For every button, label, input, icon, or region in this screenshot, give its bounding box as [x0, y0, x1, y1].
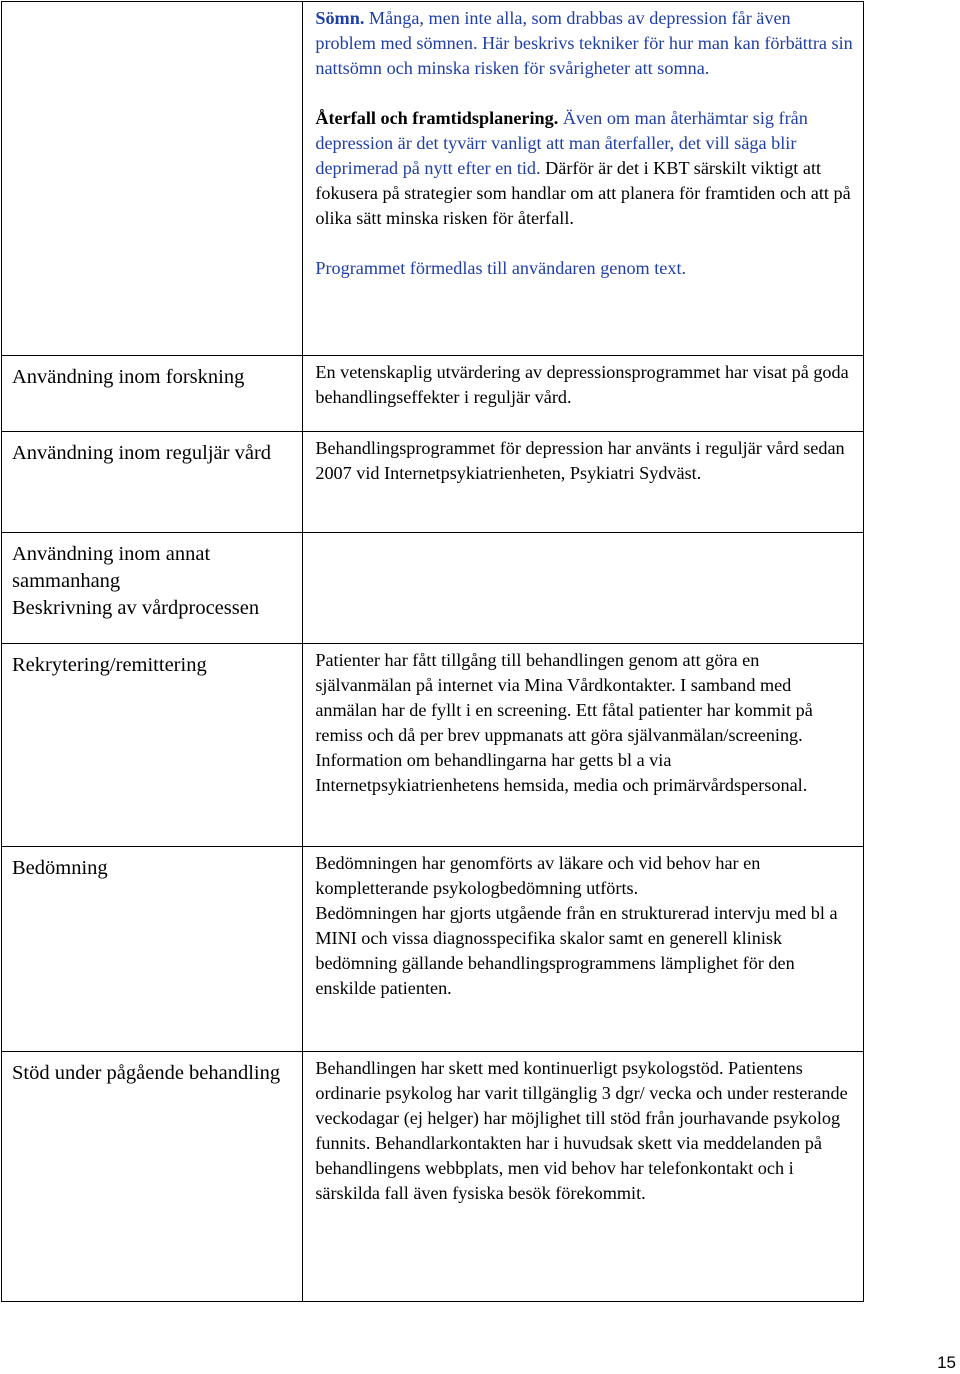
reguljar-label: Användning inom reguljär vård	[12, 442, 272, 464]
label-cell	[2, 533, 303, 644]
table-row	[2, 432, 864, 533]
label-cell	[2, 356, 303, 432]
bedomning-text-2: Bedömningen har gjorts utgående från en strukturerad intervju med bl a MINI och vissa diagnosspecifika skalor samt en generell klinisk bedömning gällande behandlingsprogrammens lämplighet för den enskilde patienten.	[315, 903, 838, 998]
label-cell	[2, 1052, 303, 1302]
table-row	[2, 847, 864, 1052]
stod-label: Stöd under pågående behandling	[12, 1062, 281, 1084]
content-cell	[303, 644, 864, 847]
page-number: 15	[937, 1353, 956, 1372]
label-cell	[2, 644, 303, 847]
table-row	[2, 1052, 864, 1302]
empty-content-cell	[303, 533, 864, 644]
somn-paragraph	[315, 6, 853, 81]
table-row	[2, 644, 864, 847]
table-row	[2, 2, 864, 356]
content-cell	[303, 356, 864, 432]
forskning-label: Användning inom forskning	[12, 366, 245, 388]
table-row	[2, 356, 864, 432]
aterfall-paragraph	[315, 106, 853, 231]
somn-heading: Sömn.	[315, 8, 365, 28]
empty-label-cell	[2, 2, 303, 356]
rekrytering-text: Patienter har fått tillgång till behandlingen genom att göra en självanmälan på internet via Mina Vårdkontakter. I samband med anmälan har de fyllt i en screening. Ett fåtal patienter har kommit på remiss och då per brev uppmanats att göra självanmälan/screening. Information om behandlingarna har getts bl a via Internetpsykiatrienhetens hemsida, media och primärvårdspersonal.	[315, 650, 813, 795]
somn-text: Många, men inte alla, som drabbas av depression får även problem med sömnen. Här beskrivs tekniker för hur man kan förbättra sin nattsömn och minska risken för svårigheter att somna.	[315, 8, 853, 78]
vardprocess-label: Beskrivning av vårdprocessen	[12, 597, 260, 619]
forskning-text: En vetenskaplig utvärdering av depressionsprogrammet har visat på goda behandlingseffekter i reguljär vård.	[315, 362, 849, 407]
document-table	[1, 1, 864, 1302]
table-row	[2, 533, 864, 644]
rekrytering-label: Rekrytering/remittering	[12, 654, 207, 676]
content-cell	[303, 432, 864, 533]
aterfall-text-blue: Även om man återhämtar sig från depression är det tyvärr vanligt att man återfaller, det vill säga blir deprimerad på nytt efter en tid.	[315, 108, 808, 178]
label-cell	[2, 847, 303, 1052]
annat-label: Användning inom annat sammanhang	[12, 543, 211, 592]
reguljar-text: Behandlingsprogrammet för depression har använts i reguljär vård sedan 2007 vid Internetpsykiatrienheten, Psykiatri Sydväst.	[315, 438, 845, 483]
bedomning-text-1: Bedömningen har genomförts av läkare och vid behov har en kompletterande psykologbedömning utförts.	[315, 853, 761, 898]
label-cell	[2, 432, 303, 533]
content-cell	[303, 2, 864, 356]
content-cell	[303, 1052, 864, 1302]
delivery-text: Programmet förmedlas till användaren genom text.	[315, 258, 687, 278]
stod-text: Behandlingen har skett med kontinuerligt psykologstöd. Patientens ordinarie psykolog har varit tillgänglig 3 dgr/ vecka och under resterande veckodagar (ej helger) har möjlighet till stöd från jourhavande psykolog funnits. Behandlarkontakten har i huvudsak skett via meddelanden på behandlingens webbplats, men vid behov har telefonkontakt och i särskilda fall även fysiska besök förekommit.	[315, 1058, 848, 1203]
aterfall-text: Därför är det i KBT särskilt viktigt att fokusera på strategier som handlar om att planera för framtiden och att på olika sätt minska risken för återfall.	[315, 158, 851, 228]
aterfall-heading: Återfall och framtidsplanering.	[315, 108, 559, 128]
content-cell	[303, 847, 864, 1052]
bedomning-label: Bedömning	[12, 857, 108, 879]
